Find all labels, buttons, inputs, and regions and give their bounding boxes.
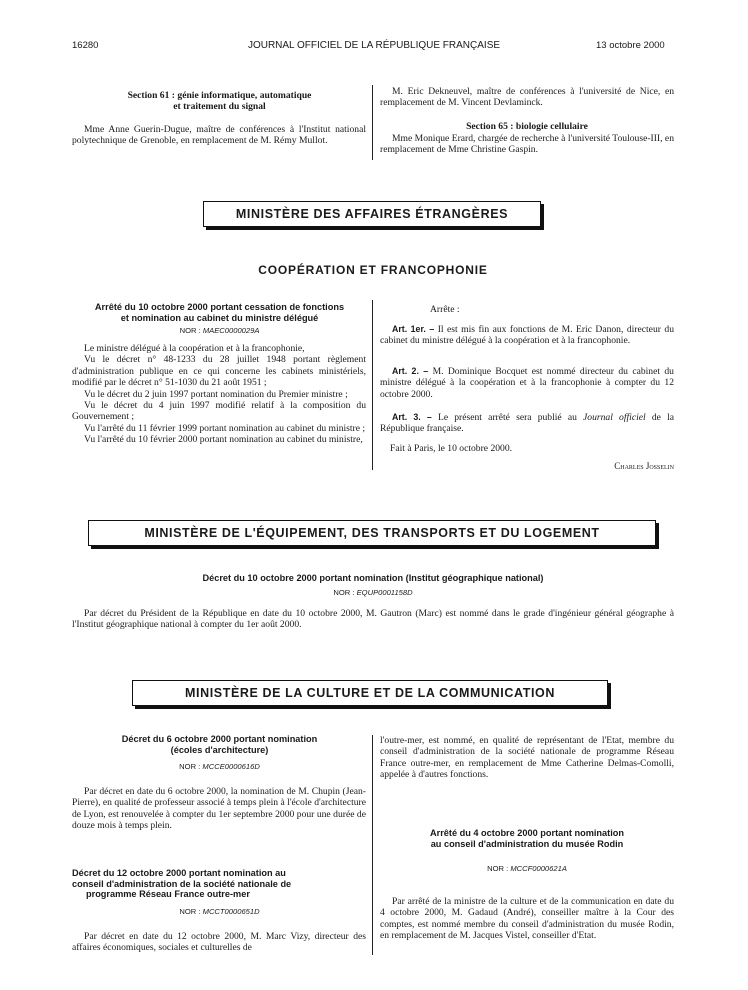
section-61-heading: Section 61 : génie informatique, automatique et traitement du signal xyxy=(127,90,312,113)
visa-line: Vu le décret n° 48-1233 du 28 juillet 1948 portant règlement d'administration publique en ce qui concerne les cabinets ministériels, modifié par le décret n° 51-1030 du 21 août 1951 ; xyxy=(72,354,366,389)
cooperation-francophonie-heading: COOPÉRATION ET FRANCOPHONIE xyxy=(258,263,488,277)
visa-line: Le ministre délégué à la coopération et à la francophonie, xyxy=(84,343,305,354)
erard-paragraph: Mme Monique Erard, chargée de recherche à l'université Toulouse-III, en remplacement de Mme Christine Gaspin. xyxy=(380,133,674,156)
culture-decret2-title: Décret du 12 octobre 2000 portant nomination au conseil d'administration de la société nationale de programme Réseau France outre-mer xyxy=(72,868,292,899)
guerin-paragraph: Mme Anne Guerin-Dugue, maître de conférences à l'Institut national polytechnique de Grenoble, en remplacement de M. Rémy Mullot. xyxy=(72,124,366,147)
visa-line: Vu l'arrêté du 10 février 2000 portant nomination au cabinet du ministre, xyxy=(84,434,363,446)
vizy-paragraph-start: Par décret en date du 12 octobre 2000, M. Marc Vizy, directeur des affaires économiques, sociales et culturelles de xyxy=(72,931,366,954)
column-divider xyxy=(372,735,373,955)
section-65-heading: Section 65 : biologie cellulaire xyxy=(466,121,588,132)
mae-nor: NOR : MAEC0000029A xyxy=(179,326,260,335)
ministry-box-culture: MINISTÈRE DE LA CULTURE ET DE LA COMMUNICATION xyxy=(132,680,608,706)
vizy-paragraph-continued: l'outre-mer, est nommé, en qualité de représentant de l'Etat, membre du conseil d'administration de la société nationale de programme Réseau France outre-mer, en remplacement de Mme Catherine Delmas-Comolli, appelée à d'autres fonctions. xyxy=(380,735,674,781)
culture-arrete-title: Arrêté du 4 octobre 2000 portant nomination au conseil d'administration du musée Rodin xyxy=(430,828,624,849)
article-1: Art. 1er. – Il est mis fin aux fonctions de M. Eric Danon, directeur du cabinet du ministre délégué à la coopération et à la francophonie. xyxy=(380,324,674,347)
ministry-box-affaires-etrangeres: MINISTÈRE DES AFFAIRES ÉTRANGÈRES xyxy=(203,201,541,227)
mae-visas xyxy=(72,343,366,446)
column-divider xyxy=(372,85,373,160)
signature: Charles Josselin xyxy=(614,461,674,471)
culture-decret2-nor: NOR : MCCT0000651D xyxy=(179,907,260,916)
article-2: Art. 2. – M. Dominique Bocquet est nommé directeur du cabinet du ministre délégué à la coopération et à la francophonie à compter du 12 octobre 2000. xyxy=(380,366,674,400)
visa-line: Vu le décret du 2 juin 1997 portant nomination du Premier ministre ; xyxy=(84,388,348,400)
column-divider xyxy=(372,300,373,470)
gautron-paragraph: Par décret du Président de la République en date du 10 octobre 2000, M. Gautron (Marc) est nommé dans le grade d'ingénieur général géographe à l'Institut géographique national à compter du 1er août 2000. xyxy=(72,608,674,631)
gadaud-paragraph: Par arrêté de la ministre de la culture et de la communication en date du 4 octobre 2000, M. Gadaud (André), conseiller maître à la Cour des comptes, est nommé membre du conseil d'administration du musée Rodin, en remplacement de M. Jacques Vistel, conseiller d'Etat. xyxy=(380,896,674,942)
visa-line: Vu l'arrêté du 11 février 1999 portant nomination au cabinet du ministre ; xyxy=(84,422,366,434)
visa-line: Vu le décret du 4 juin 1997 modifié relatif à la composition du Gouvernement ; xyxy=(72,400,366,423)
culture-arrete-nor: NOR : MCCF0000621A xyxy=(487,864,567,873)
culture-decret1-nor: NOR : MCCE0000616D xyxy=(179,762,260,771)
dekneuvel-paragraph: M. Eric Dekneuvel, maître de conférences à l'université de Nice, en remplacement de M. Vincent Devlaminck. xyxy=(380,86,674,109)
page-number: 16280 xyxy=(72,40,99,51)
equip-nor: NOR : EQUP0001158D xyxy=(333,588,413,597)
article-3: Art. 3. – Le présent arrêté sera publié au Journal officiel de la République française. xyxy=(380,412,674,435)
culture-decret1-title: Décret du 6 octobre 2000 portant nomination (écoles d'architecture) xyxy=(121,734,318,755)
mae-arrete-title: Arrêté du 10 octobre 2000 portant cessation de fonctions et nomination au cabinet du ministre délégué xyxy=(94,302,345,323)
chupin-paragraph: Par décret en date du 6 octobre 2000, la nomination de M. Chupin (Jean-Pierre), en qualité de professeur associé à temps plein à l'école d'architecture de Lyon, est renouvelée à compter du 1er septembre 2000 pour une durée de douze mois à temps plein. xyxy=(72,786,366,832)
ministry-box-equipement: MINISTÈRE DE L'ÉQUIPEMENT, DES TRANSPORTS ET DU LOGEMENT xyxy=(88,520,656,546)
equip-decret-title: Décret du 10 octobre 2000 portant nomination (Institut géographique national) xyxy=(202,573,544,583)
fait-a-paris: Fait à Paris, le 10 octobre 2000. xyxy=(390,443,513,454)
journal-title: JOURNAL OFFICIEL DE LA RÉPUBLIQUE FRANÇAISE xyxy=(247,40,501,51)
issue-date: 13 octobre 2000 xyxy=(596,40,665,51)
arrete-word: Arrête : xyxy=(430,304,460,315)
